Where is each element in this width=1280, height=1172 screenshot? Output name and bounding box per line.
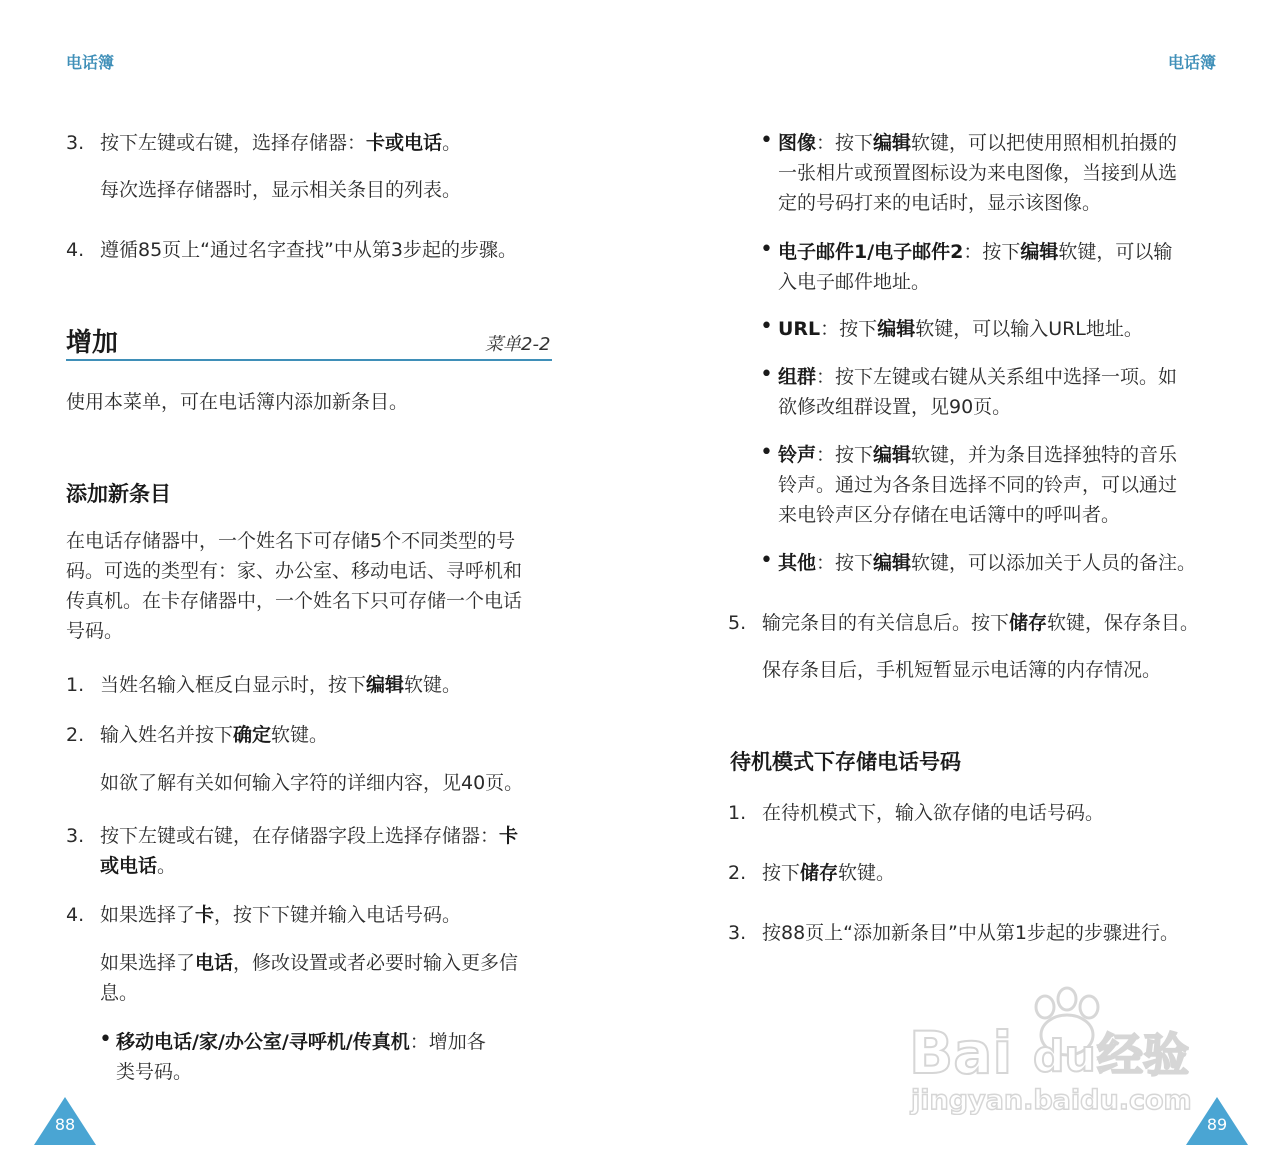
svg-text:du: du — [1033, 1031, 1096, 1082]
bullet-dot: • — [760, 128, 773, 153]
step-3-select-memory: 3. 按下左键或右键，选择存储器：卡或电话。 — [66, 132, 462, 154]
standby-step-2: 2. 按下储存软键。 — [728, 862, 896, 884]
running-head-right: 电话簿 — [1168, 53, 1217, 72]
step-5-save: 5. 输完条目的有关信息后。按下储存软键，保存条目。 — [728, 612, 1200, 634]
bullet-dot: • — [760, 237, 773, 262]
bullet-other: 其他：按下编辑软键，可以添加关于人员的备注。 — [778, 552, 1197, 574]
bullet-ringtone: 铃声：按下编辑软键，并为条目选择独特的音乐 铃声。通过为各条目选择不同的铃声，可以通过 来电铃声区分存储在电话簿中的呼叫者。 — [778, 444, 1178, 526]
svg-text:Bai: Bai — [909, 1019, 1013, 1087]
baidu-jingyan-watermark — [905, 985, 1205, 1115]
step-4-note: 如果选择了电话，修改设置或者必要时输入更多信 息。 — [100, 952, 519, 1004]
svg-text:经验: 经验 — [1097, 1028, 1189, 1082]
bullet-dot: • — [760, 314, 773, 339]
step-4-card: 4. 如果选择了卡，按下下键并输入电话号码。 — [66, 904, 462, 926]
section-intro: 使用本菜单，可在电话簿内添加新条目。 — [66, 391, 409, 413]
step-3-note: 每次选择存储器时，显示相关条目的列表。 — [100, 179, 462, 201]
bullet-image: 图像：按下编辑软键，可以把使用照相机拍摄的 一张相片或预置图标设为来电图像，当接到从选 定的号码打来的电话时，显示该图像。 — [778, 132, 1178, 214]
bullet-dot: • — [760, 440, 773, 465]
svg-text:jingyan.baidu.com: jingyan.baidu.com — [911, 1085, 1192, 1115]
step-3-memory-field: 3. 按下左键或右键，在存储器字段上选择存储器：卡 或电话。 — [66, 825, 519, 877]
bullet-dot: • — [760, 362, 773, 387]
standby-step-3: 3. 按88页上“添加新条目”中从第1步起的步骤进行。 — [728, 922, 1179, 944]
step-5-note: 保存条目后，手机短暂显示电话簿的内存情况。 — [762, 659, 1162, 681]
bullet-phone-types: 移动电话/家/办公室/寻呼机/传真机：增加各 类号码。 — [116, 1031, 486, 1083]
step-2-ok: 2. 输入姓名并按下确定软键。 — [66, 724, 329, 746]
section-rule — [66, 359, 552, 361]
page-number-right: 89 — [1206, 1115, 1228, 1134]
step-4-follow: 4. 遵循85页上“通过名字查找”中从第3步起的步骤。 — [66, 239, 517, 261]
standby-step-1: 1. 在待机模式下，输入欲存储的电话号码。 — [728, 802, 1105, 824]
bullet-group: 组群：按下左键或右键从关系组中选择一项。如 欲修改组群设置，见90页。 — [778, 366, 1178, 418]
menu-reference: 菜单2-2 — [485, 334, 551, 355]
add-entry-paragraph: 在电话存储器中，一个姓名下可存储5个不同类型的号 码。可选的类型有：家、办公室、移动电话、寻呼机和 传真机。在卡存储器中，一个姓名下只可存储一个电话 号码。 — [66, 530, 523, 642]
bullet-url: URL：按下编辑软键，可以输入URL地址。 — [778, 318, 1143, 340]
subhead-standby-save: 待机模式下存储电话号码 — [730, 750, 961, 774]
running-head-left: 电话簿 — [66, 53, 115, 72]
bullet-dot: • — [99, 1027, 112, 1052]
bullet-email: 电子邮件1/电子邮件2：按下编辑软键，可以输 入电子邮件地址。 — [778, 241, 1173, 293]
bullet-dot: • — [760, 548, 773, 573]
subhead-add-entry: 添加新条目 — [66, 482, 171, 506]
section-title: 增加 — [66, 328, 119, 358]
step-1-edit: 1. 当姓名输入框反白显示时，按下编辑软键。 — [66, 674, 462, 696]
step-2-note: 如欲了解有关如何输入字符的详细内容，见40页。 — [100, 772, 524, 794]
page-number-left: 88 — [54, 1115, 76, 1134]
